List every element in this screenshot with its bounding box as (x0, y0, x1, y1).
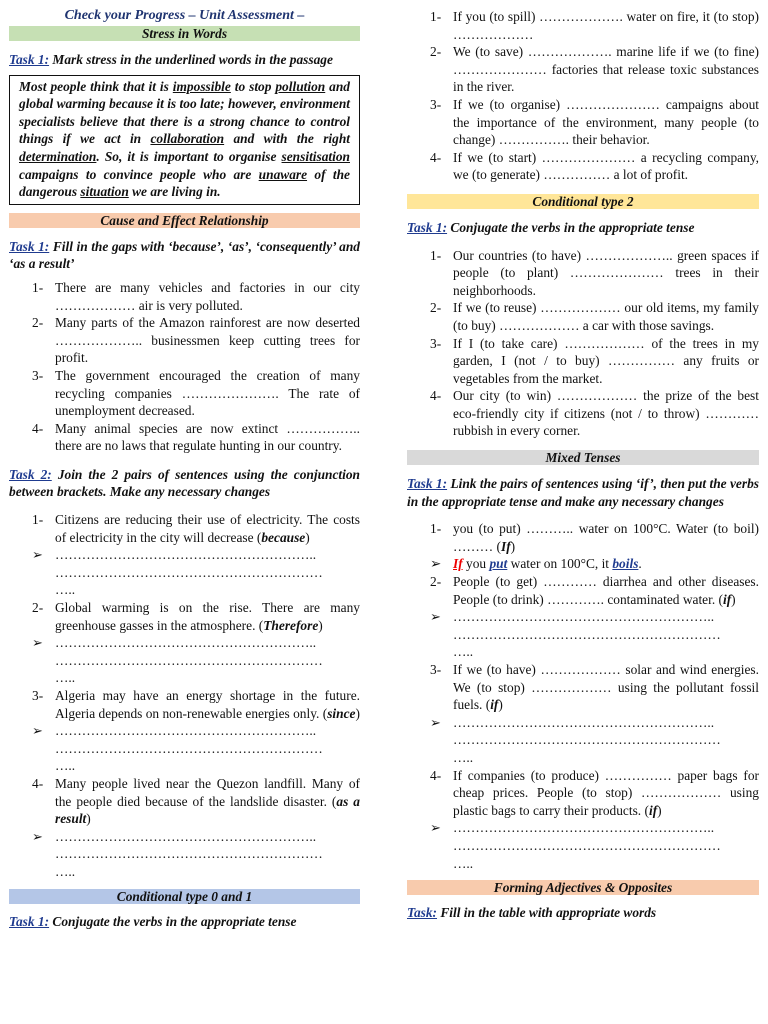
arrow-bullet-icon: ➢ (32, 635, 43, 651)
section-band-conditional-2: Conditional type 2 (407, 194, 759, 209)
answer-dots: …………………………………………………… (55, 846, 323, 862)
conjunction: because (261, 529, 306, 545)
cause-task-2 (9, 466, 360, 501)
task-label: Task: (407, 905, 438, 921)
arrow-bullet-icon: ➢ (430, 556, 442, 572)
task-text: Fill in the table with appropriate words (437, 905, 657, 921)
cond01-list (407, 8, 759, 184)
task-label: Task 1: (407, 219, 448, 235)
item-text: ) (657, 802, 662, 818)
passage-text: . So, it is important to organise (96, 148, 282, 164)
answer-line (430, 819, 759, 837)
arrow-bullet-icon: ➢ (430, 609, 441, 625)
cond2-task (407, 219, 759, 237)
answer-dots: ………………………………………………….. (55, 635, 317, 651)
list-item (32, 775, 360, 828)
item-number: 1- (430, 247, 442, 263)
answer-dots: ….. (55, 863, 76, 879)
answer-dots: ….. (55, 670, 76, 686)
answer-dots: …………………………………………………… (55, 564, 323, 580)
list-item (430, 573, 759, 608)
item-text: you (to put) ……….. water on 100°C. Water (to boil) ……… ( (453, 521, 759, 554)
item-number: 2- (32, 315, 44, 331)
task-text: Link the pairs of sentences using ‘if’, then put the verbs in the appropriate tense and make any necessary changes (407, 476, 759, 509)
answer-dots: ………………………………………………….. (55, 547, 317, 563)
item-number: 4- (430, 767, 442, 783)
answer-dots: ….. (55, 582, 76, 598)
conjunction: since (327, 705, 356, 721)
answer-dots: ………………………………………………….. (453, 609, 715, 625)
list-item (430, 387, 759, 440)
answer-dots: ….. (453, 644, 474, 660)
item-text: There are many vehicles and factories in our city ……………… air is very polluted. (55, 279, 360, 313)
item-number: 3- (430, 662, 442, 677)
item-number: 1- (32, 512, 44, 528)
item-text: Algeria may have an energy shortage in the future. Algeria depends on non-renewable energies only. ( (55, 688, 360, 721)
conjunction: if (648, 802, 658, 818)
list-item (430, 247, 759, 300)
passage-text: Most people think that it is (19, 78, 173, 94)
item-text: ) (86, 811, 91, 827)
conjunction: if (722, 591, 732, 607)
item-number: 1- (430, 9, 442, 24)
task-label: Task 2: (9, 466, 52, 482)
answer-line (32, 722, 360, 740)
list-item (430, 335, 759, 388)
underlined-word: impossible (172, 78, 231, 94)
answer-dots: ………………………………………………….. (55, 828, 317, 844)
item-number: 3- (32, 367, 44, 383)
task-label: Task 1: (9, 52, 50, 67)
arrow-bullet-icon: ➢ (430, 820, 441, 836)
item-number: 4- (32, 420, 44, 436)
section-band-adjectives: Forming Adjectives & Opposites (407, 880, 759, 895)
task-text: Mark stress in the underlined words in the passage (49, 52, 333, 67)
task-text: Conjugate the verbs in the appropriate tense (49, 913, 297, 929)
item-text: ) (510, 538, 516, 554)
answer-dots: …………………………………………………… (453, 837, 721, 853)
arrow-bullet-icon: ➢ (32, 547, 43, 563)
underlined-word: sensitisation (281, 148, 350, 164)
list-item (430, 661, 759, 714)
conjunction: as a result (55, 793, 361, 827)
list-item (32, 687, 360, 722)
item-number: 2- (32, 600, 44, 616)
adj-task (407, 904, 759, 922)
passage-text: and with the right (224, 131, 350, 147)
list-item (430, 43, 759, 96)
answer-line (32, 634, 360, 652)
item-text: Our countries (to have) ……………….. green spaces if people (to plant) ………………… trees in their neighborhoods. (453, 247, 759, 298)
item-number: 4- (430, 149, 442, 165)
underlined-word: pollution (275, 78, 326, 94)
cause-task-1-list (9, 279, 360, 455)
item-number: 3- (430, 335, 442, 351)
underlined-word: situation (80, 184, 129, 200)
answer-dots: …………………………………………………… (453, 626, 721, 642)
item-text: Citizens are reducing their use of electricity. The costs of electricity in the city will decrease ( (55, 512, 360, 545)
item-text: Many parts of the Amazon rainforest are now deserted ……………….. businessmen keep cutting trees for profit. (55, 315, 360, 366)
item-number: 1- (32, 279, 44, 295)
item-number: 3- (430, 96, 442, 112)
list-item (430, 520, 759, 555)
answer-line (430, 714, 759, 732)
section-band-conditional-0-1: Conditional type 0 and 1 (9, 889, 360, 904)
item-number: 3- (32, 688, 44, 703)
item-text: ) (305, 529, 310, 545)
example-text: you (462, 556, 490, 572)
answer-dots: ….. (55, 758, 76, 774)
item-text: Many people lived near the Quezon landfill. Many of the people died because of the landslide disaster. ( (55, 775, 360, 809)
list-item (32, 420, 360, 455)
item-number: 2- (430, 300, 442, 316)
answer-dots: ….. (453, 749, 474, 765)
conjunction: Therefore (263, 617, 319, 633)
list-item (32, 599, 360, 634)
section-band-mixed-tenses: Mixed Tenses (407, 450, 759, 465)
task-label: Task 1: (9, 238, 50, 254)
passage-text: campaigns to convince people who are (19, 166, 259, 182)
arrow-bullet-icon: ➢ (430, 714, 441, 730)
task-text: Conjugate the verbs in the appropriate tense (447, 219, 695, 235)
right-column (407, 8, 759, 928)
item-text: The government encouraged the creation of many recycling companies …………………. The rate of unemployment decreased. (55, 367, 360, 419)
cause-task-1 (9, 238, 360, 273)
item-text: If you (to spill) ………………. water on fire, it (to stop) ……………… (453, 9, 759, 42)
conjunction: If (500, 538, 511, 554)
list-item (430, 299, 759, 334)
arrow-bullet-icon: ➢ (32, 723, 43, 739)
item-text: ) (731, 591, 736, 607)
example-text: . (638, 556, 642, 572)
example-verb: put (489, 556, 508, 572)
item-text: If we (to reuse) ……………… our old items, my family (to buy) ……………… a car with those savings. (453, 300, 759, 333)
task-label: Task 1: (407, 476, 448, 492)
passage-text: and global warming because it is too late; however, environment specialists believe that there is a strong chance to control things if we act in (19, 78, 351, 147)
item-text: Global warming is on the rise. There are many greenhouse gasses in the atmosphere. ( (55, 600, 360, 633)
answer-line (32, 828, 360, 846)
item-text: Our city (to win) ……………… the prize of the best eco-friendly city if citizens (not / to throw) ………… rubbish in every corner. (453, 388, 759, 439)
underlined-word: determination (19, 148, 97, 164)
item-text: ) (318, 617, 323, 633)
cond2-list (407, 247, 759, 441)
page-title: Check your Progress – Unit Assessment – (64, 8, 305, 23)
section-band-cause-effect: Cause and Effect Relationship (9, 213, 360, 228)
answer-dots: ………………………………………………….. (453, 820, 715, 836)
example-text: water on 100°C, it (507, 556, 613, 572)
join-list (9, 511, 360, 880)
underlined-word: unaware (258, 166, 308, 182)
mixed-list (407, 520, 759, 872)
item-text: People (to get) ………… diarrhea and other diseases. People (to drink) …………. contaminated water. ( (453, 574, 759, 607)
example-line (430, 555, 759, 573)
list-item (430, 96, 759, 149)
answer-dots: …………………………………………………… (55, 652, 323, 668)
task-label: Task 1: (9, 913, 50, 929)
list-item (430, 8, 759, 43)
list-item (32, 279, 360, 314)
stress-task (9, 51, 360, 69)
answer-dots: ………………………………………………….. (453, 714, 715, 730)
section-band-stress: Stress in Words (9, 26, 360, 41)
item-number: 2- (430, 574, 442, 590)
underlined-word: collaboration (150, 131, 225, 147)
passage-text: to stop (230, 78, 276, 94)
item-number: 4- (430, 388, 442, 404)
list-item (32, 511, 360, 546)
stress-passage (9, 75, 360, 205)
left-column (9, 0, 360, 936)
example-verb: boils (612, 556, 639, 572)
conjunction: if (490, 697, 499, 713)
answer-dots: …………………………………………………… (453, 732, 721, 748)
item-number: 4- (32, 775, 44, 791)
task-text: Join the 2 pairs of sentences using the conjunction between brackets. Make any necessary changes (9, 466, 360, 500)
item-text: ) (355, 705, 360, 721)
passage-text: of the dangerous (19, 166, 350, 200)
answer-line (430, 608, 759, 626)
list-item (430, 149, 759, 184)
item-text: If we (to organise) ………………… campaigns about the importance of the environment, many people (to change) ……………. their behavior. (453, 96, 759, 148)
answer-dots: …………………………………………………… (55, 740, 323, 756)
item-text: If we (to start) ………………… a recycling company, we (to generate) …………… a lot of profit. (453, 149, 759, 183)
mixed-task (407, 475, 759, 510)
item-text: If I (to take care) ……………… of the trees in my garden, I (not / to buy) …………… any fruits or vegetables from the market. (453, 335, 759, 386)
item-text: We (to save) ………………. marine life if we (to fine) ………………… factories that release toxic substances in the river. (453, 44, 759, 95)
item-text: If companies (to produce) …………… paper bags for cheap prices. People (to stop) ……………… using plastic bags to carry their products. ( (453, 767, 759, 818)
list-item (32, 314, 360, 367)
item-text: If we (to have) ……………… solar and wind energies. We (to stop) ……………… using the pollutant fossil fuels. ( (453, 662, 759, 713)
item-number: 2- (430, 44, 442, 60)
item-number: 1- (430, 521, 442, 537)
item-text: ) (498, 697, 503, 713)
list-item (430, 767, 759, 820)
cond01-task (9, 913, 360, 931)
answer-dots: ….. (453, 855, 474, 871)
answer-line (32, 546, 360, 564)
passage-text: we are living in. (128, 184, 221, 200)
item-text: Many animal species are now extinct …………….. there are no laws that regulate hunting in our country. (55, 420, 360, 454)
example-if: If (453, 556, 463, 572)
task-text: Fill in the gaps with ‘because’, ‘as’, ‘consequently’ and ‘as a result’ (9, 238, 360, 272)
answer-dots: ………………………………………………….. (55, 723, 317, 739)
list-item (32, 367, 360, 420)
arrow-bullet-icon: ➢ (32, 828, 43, 844)
